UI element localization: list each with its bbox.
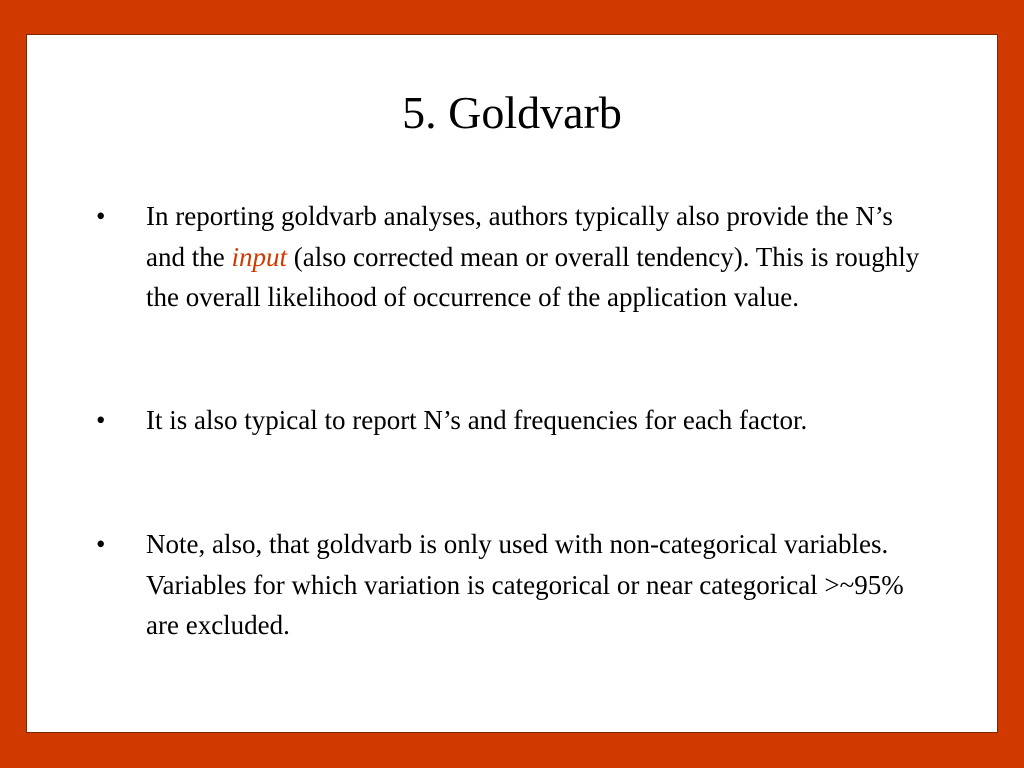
emphasis-input: input xyxy=(231,241,287,272)
bullet-text: Note, also, that goldvarb is only used with non-categorical variables. Variables for which variation is categorical or near categorical >~95% are excluded. xyxy=(146,529,904,640)
slide-title: 5. Goldvarb xyxy=(402,87,622,138)
bullet-marker: • xyxy=(96,405,106,435)
bullet-marker: • xyxy=(96,529,106,559)
bullet-item-2 xyxy=(96,400,936,441)
bullet-text-continued: (also corrected mean or overall tendency). This is roughly the overall likelihood of occurrence of the application value. xyxy=(146,241,920,312)
bullet-item-1 xyxy=(96,196,936,318)
bullet-text: It is also typical to report N’s and frequencies for each factor. xyxy=(146,405,808,435)
bullet-text: In reporting goldvarb analyses, authors typically also provide the N’s and the xyxy=(146,201,893,272)
bullet-marker: • xyxy=(96,201,106,231)
bullet-item-3 xyxy=(96,524,936,646)
